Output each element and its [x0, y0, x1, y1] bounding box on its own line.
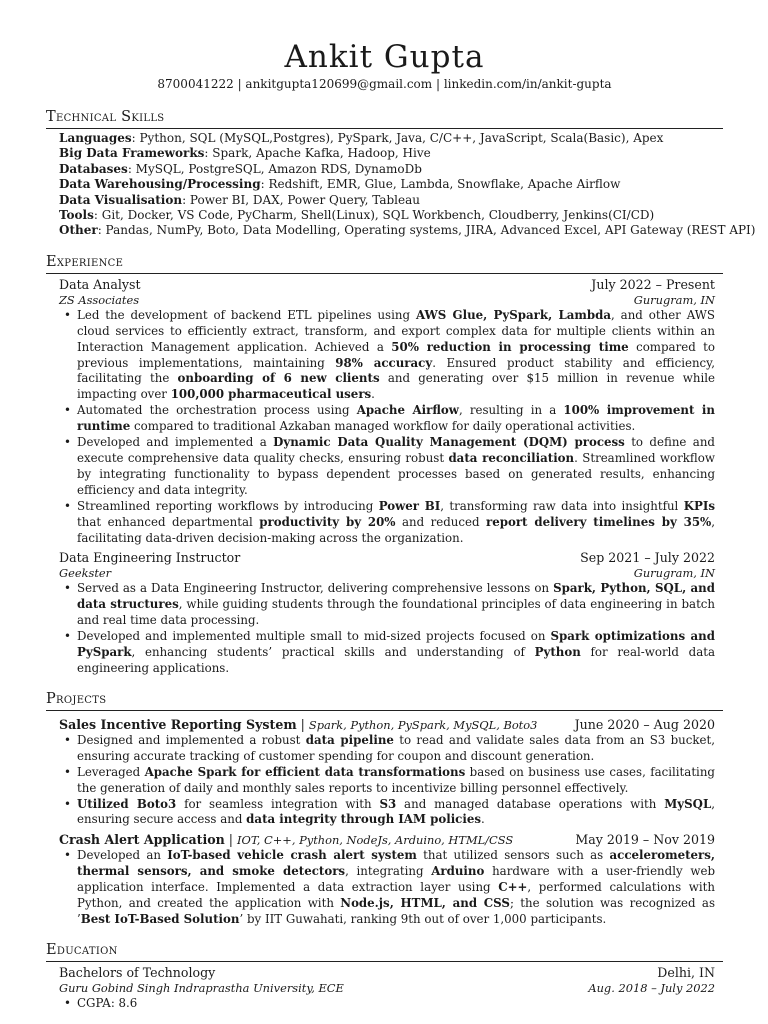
bullet-bold-text: Apache Spark for efficient data transformations — [144, 764, 466, 779]
bullet-bold-text: 100,000 pharmaceutical users — [170, 387, 372, 402]
bullet-text: to define and execute comprehensive data quality checks, ensuring robust — [77, 435, 715, 465]
bullet-bold-text: C++ — [498, 880, 528, 895]
skill-values: : MySQL, PostgreSQL, Amazon RDS, DynamoDb — [127, 161, 422, 176]
bullet-bold-text: Spark optimizations and PySpark — [77, 629, 716, 660]
bullet-bold-text: report delivery timelines by 35% — [486, 514, 712, 529]
experience-section — [46, 254, 723, 677]
job-header — [59, 277, 715, 293]
education-section — [46, 942, 723, 1012]
bullet-bold-text: 98% accuracy — [335, 355, 433, 370]
candidate-name: Ankit Gupta — [284, 39, 485, 75]
bullet-text: Designed and implemented a robust — [77, 732, 306, 747]
bullet-item — [77, 435, 715, 499]
bullet-text: Automated the orchestration process using — [77, 403, 357, 418]
job-header — [59, 550, 715, 566]
job-location: Gurugram, IN — [633, 566, 715, 581]
education-header — [59, 965, 715, 981]
bullet-bold-text: 100% improvement in runtime — [77, 403, 715, 434]
bullet-text: that enhanced departmental — [77, 514, 260, 529]
bullet-text: for real-world data engineering applications. — [77, 645, 716, 675]
bullet-text: , while guiding students through the foundational principles of data engineering in batch and real time data processing. — [77, 597, 716, 628]
skills-section — [46, 109, 756, 239]
education-bullets — [59, 996, 715, 1012]
skill-label: Big Data Frameworks — [59, 146, 205, 161]
job-bullets — [59, 308, 715, 547]
project-entry — [46, 832, 723, 928]
bullet-bold-text: Arduino — [431, 864, 485, 879]
bullet-text: for seamless integration with — [176, 796, 380, 811]
project-tech: IOT, C++, Python, NodeJs, Arduino, HTML/CSS — [237, 833, 514, 848]
skill-label: Languages — [59, 131, 132, 145]
skill-line — [59, 177, 723, 192]
bullet-text: , facilitating data-driven decision-making across the organization. — [77, 514, 715, 545]
bullet-text: , and other AWS cloud services to efficiently extract, transform, and export complex data for multiple clients within an Interaction Management application. Achieved a — [77, 307, 715, 354]
skill-values: : Pandas, NumPy, Boto, Data Modelling, Operating systems, JIRA, Advanced Excel, API Gateway (REST API) — [97, 223, 756, 238]
skill-line — [59, 162, 723, 177]
project-header — [59, 832, 715, 848]
bullet-text: , ensuring secure access and — [77, 796, 715, 827]
bullet-bold-text: Dynamic Data Quality Management (DQM) process — [273, 435, 625, 450]
bullet-text: Streamlined reporting workflows by introducing — [77, 498, 379, 513]
education-entry — [46, 965, 723, 1012]
skill-line — [59, 208, 723, 223]
bullet-bold-text: MySQL — [664, 796, 712, 811]
bullet-item — [77, 765, 715, 797]
bullet-text: Developed and implemented a — [77, 435, 274, 450]
project-bullets — [59, 733, 715, 828]
bullet-text: compared to previous implementations, maintaining — [77, 339, 716, 370]
project-title-line — [59, 717, 537, 733]
skill-label: Data Warehousing/Processing — [59, 177, 261, 192]
bullet-bold-text: data reconciliation — [448, 451, 575, 465]
skill-label: Data Visualisation — [59, 192, 183, 207]
bullet-text: , enhancing students’ practical skills and understanding of — [131, 645, 535, 660]
bullet-bold-text: IoT-based vehicle crash alert system — [167, 848, 417, 863]
skill-line — [59, 223, 756, 238]
bullet-text: based on business use cases, facilitating the generation of daily and monthly sales reports to incentivize billing personnel effectively. — [77, 764, 715, 795]
bullet-text: compared to traditional Azkaban managed workflow for daily operational activities. — [130, 419, 636, 434]
bullet-bold-text: S3 — [379, 796, 397, 811]
contact-line: 8700041222 | ankitgupta120699@gmail.com | linkedin.com/in/ankit-gupta — [157, 77, 612, 91]
bullet-text: and reduced — [395, 514, 486, 529]
bullet-item — [77, 308, 715, 403]
bullet-bold-text: KPIs — [683, 498, 715, 513]
project-dates: June 2020 – Aug 2020 — [574, 716, 715, 732]
skill-values: : Power BI, DAX, Power Query, Tableau — [182, 192, 421, 207]
bullet-text: Served as a Data Engineering Instructor, delivering comprehensive lessons on — [77, 581, 554, 596]
bullet-item — [77, 403, 715, 435]
bullet-text: Led the development of backend ETL pipelines using — [77, 307, 416, 322]
bullet-bold-text: Power BI — [378, 498, 441, 513]
bullet-bold-text: accelerometers, thermal sensors, and smoke detectors — [77, 848, 715, 879]
project-separator: | — [296, 716, 309, 732]
job-role: Data Engineering Instructor — [59, 550, 241, 566]
project-header — [59, 717, 715, 733]
project-name: Sales Incentive Reporting System — [59, 716, 297, 732]
bullet-text: and managed database operations with — [396, 796, 665, 811]
education-subheader — [59, 981, 715, 996]
bullet-bold-text: data integrity through IAM policies — [246, 812, 481, 827]
bullet-text: ; the solution was recognized as ’ — [77, 896, 716, 926]
bullet-bold-text: Best IoT-Based Solution — [80, 911, 240, 926]
education-heading: Education — [46, 942, 723, 962]
bullet-text: Developed an — [77, 848, 168, 863]
bullet-text: . — [480, 812, 485, 827]
project-separator: | — [224, 832, 238, 848]
bullet-text: ’ by IIT Guwahati, ranking 9th out of over 1,000 participants. — [239, 911, 607, 926]
project-bullets — [59, 848, 715, 928]
bullet-bold-text: Spark, Python, SQL, and data structures — [77, 581, 716, 612]
job-entry — [46, 550, 723, 676]
bullet-text: to read and validate sales data from an S3 bucket, ensuring accurate tracking of customer spending for coupon and discount generation. — [77, 732, 715, 763]
bullet-text: Developed and implemented multiple small to mid-sized projects focused on — [77, 629, 551, 644]
bullet-item — [77, 629, 715, 677]
resume-page — [46, 0, 756, 1012]
skills-list — [46, 131, 756, 239]
project-name: Crash Alert Application — [59, 832, 225, 848]
job-company: ZS Associates — [59, 292, 140, 307]
school: Guru Gobind Singh Indraprastha University, ECE — [59, 980, 344, 995]
job-bullets — [59, 581, 715, 676]
bullet-text: , transforming raw data into insightful — [440, 498, 684, 513]
education-dates: Aug. 2018 – July 2022 — [588, 980, 715, 995]
skill-values: : Python, SQL (MySQL,Postgres), PySpark, Java, C/C++, JavaScript, Scala(Basic), Apex — [131, 131, 664, 145]
job-company: Geekster — [59, 566, 112, 581]
job-subheader — [59, 566, 715, 581]
education-bullet: • CGPA: 8.6 — [77, 996, 715, 1012]
job-location: Gurugram, IN — [633, 292, 715, 307]
bullet-item — [77, 797, 715, 829]
projects-heading: Projects — [46, 691, 723, 711]
project-dates: May 2019 – Nov 2019 — [575, 832, 715, 848]
bullet-bold-text: Apache Airflow — [356, 403, 459, 418]
bullet-text: hardware with a user-friendly web application interface. Implemented a data extraction layer using — [77, 864, 715, 895]
job-dates: July 2022 – Present — [591, 276, 715, 292]
bullet-bold-text: data pipeline — [305, 732, 394, 747]
skill-line — [59, 131, 723, 146]
bullet-bold-text: 50% reduction in processing time — [391, 339, 629, 354]
bullet-text: . Streamlined workflow by integrating functionality to bypass dependent processes based on generated results, enhancing efficiency and data integrity. — [77, 451, 715, 497]
bullet-bold-text: onboarding of 6 new clients — [177, 371, 380, 386]
project-tech: Spark, Python, PySpark, MySQL, Boto3 — [308, 717, 538, 732]
bullet-bold-text: AWS Glue, PySpark, Lambda — [415, 307, 612, 322]
bullet-text: . Ensured product stability and efficiency, facilitating the — [77, 355, 715, 386]
job-entry — [46, 277, 723, 547]
skill-line — [59, 193, 723, 208]
project-title-line — [59, 832, 513, 848]
bullet-text: , performed calculations with Python, and created the application with — [77, 880, 715, 911]
job-dates: Sep 2021 – July 2022 — [580, 550, 715, 566]
skill-label: Tools — [59, 208, 94, 223]
skill-values: : Git, Docker, VS Code, PyCharm, Shell(Linux), SQL Workbench, Cloudberry, Jenkins(CI/CD) — [93, 208, 655, 223]
bullet-bold-text: Python — [534, 645, 581, 660]
skill-line — [59, 146, 723, 161]
skills-heading: Technical Skills — [46, 109, 723, 129]
bullet-item — [77, 848, 715, 928]
bullet-text: and generating over $15 million in revenue while impacting over — [77, 371, 715, 402]
experience-heading: Experience — [46, 254, 723, 274]
job-subheader — [59, 293, 715, 308]
bullet-item — [77, 499, 715, 547]
bullet-text: that utilized sensors such as — [416, 848, 610, 863]
project-entry — [46, 717, 723, 828]
bullet-bold-text: Node.js, HTML, and CSS — [340, 896, 510, 911]
skill-label: Other — [59, 223, 98, 238]
bullet-item — [77, 733, 715, 765]
bullet-text: . — [371, 387, 375, 402]
bullet-bold-text: productivity by 20% — [259, 514, 396, 529]
bullet-text: , resulting in a — [458, 403, 564, 418]
degree: Bachelors of Technology — [59, 964, 216, 980]
bullet-text: , integrating — [345, 864, 432, 879]
bullet-text: Leveraged — [77, 764, 145, 779]
projects-section — [46, 691, 723, 928]
skill-label: Databases — [59, 161, 128, 176]
bullet-item — [77, 581, 715, 629]
skill-values: : Spark, Apache Kafka, Hadoop, Hive — [204, 146, 431, 161]
education-location: Delhi, IN — [657, 964, 715, 980]
job-role: Data Analyst — [59, 276, 141, 292]
bullet-bold-text: Utilized Boto3 — [77, 796, 177, 811]
skill-values: : Redshift, EMR, Glue, Lambda, Snowflake, Apache Airflow — [260, 177, 621, 192]
